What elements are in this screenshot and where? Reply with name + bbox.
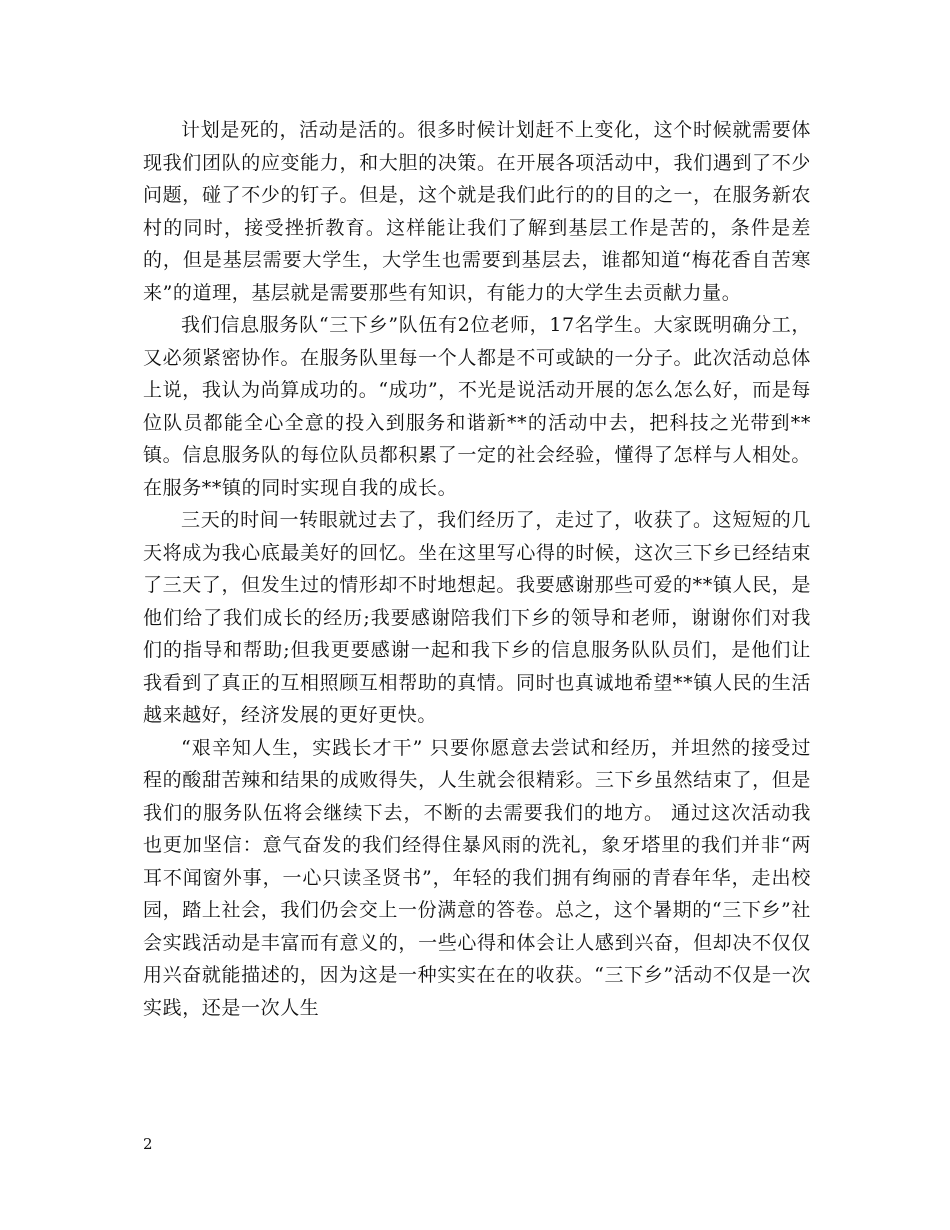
paragraph: 三天的时间一转眼就过去了，我们经历了，走过了，收获了。这短短的几天将成为我心底最美好的回忆。坐在这里写心得的时候，这次三下乡已经结束了三天了，但发生过的情形却不时地想起。我要感谢那些可爱的**镇人民，是他们给了我们成长的经历;我要感谢陪我们下乡的领导和老师，谢谢你们对我们的指导和帮助;但我更要感谢一起和我下乡的信息服务队队员们，是他们让我看到了真正的互相照顾互相帮助的真情。同时也真诚地希望**镇人民的生活越来越好，经济发展的更好更快。 [143,509,811,726]
page-number: 2 [143,1135,153,1153]
paragraph: 我们信息服务队“三下乡”队伍有2位老师，17名学生。大家既明确分工，又必须紧密协作。在服务队里每一个人都是不可或缺的一分子。此次活动总体上说，我认为尚算成功的。“成功”，不光是说活动开展的怎么怎么好，而是每位队员都能全心全意的投入到服务和谐新**的活动中去，把科技之光带到**镇。信息服务队的每位队员都积累了一定的社会经验，懂得了怎样与人相处。在服务**镇的同时实现自我的成长。 [143,314,811,499]
paragraph: “艰辛知人生，实践长才干” 只要你愿意去尝试和经历，并坦然的接受过程的酸甜苦辣和结果的成败得失，人生就会很精彩。三下乡虽然结束了，但是我们的服务队伍将会继续下去，不断的去需要我们的地方。 通过这次活动我也更加坚信：意气奋发的我们经得住暴风雨的洗礼，象牙塔里的我们并非“两耳不闻窗外事，一心只读圣贤书”，年轻的我们拥有绚丽的青春年华，走出校园，踏上社会，我们仍会交上一份满意的答卷。总之，这个暑期的“三下乡”社会实践活动是丰富而有意义的，一些心得和体会让人感到兴奋，但却决不仅仅用兴奋就能描述的，因为这是一种实实在在的收获。“三下乡”活动不仅是一次实践，还是一次人生 [143,736,811,1019]
paragraph: 计划是死的，活动是活的。很多时候计划赶不上变化，这个时候就需要体现我们团队的应变能力，和大胆的决策。在开展各项活动中，我们遇到了不少问题，碰了不少的钉子。但是，这个就是我们此行的的目的之一，在服务新农村的同时，接受挫折教育。这样能让我们了解到基层工作是苦的，条件是差的，但是基层需要大学生，大学生也需要到基层去，谁都知道“梅花香自苦寒来”的道理，基层就是需要那些有知识，有能力的大学生去贡献力量。 [143,119,811,304]
document-body [143,114,811,1024]
